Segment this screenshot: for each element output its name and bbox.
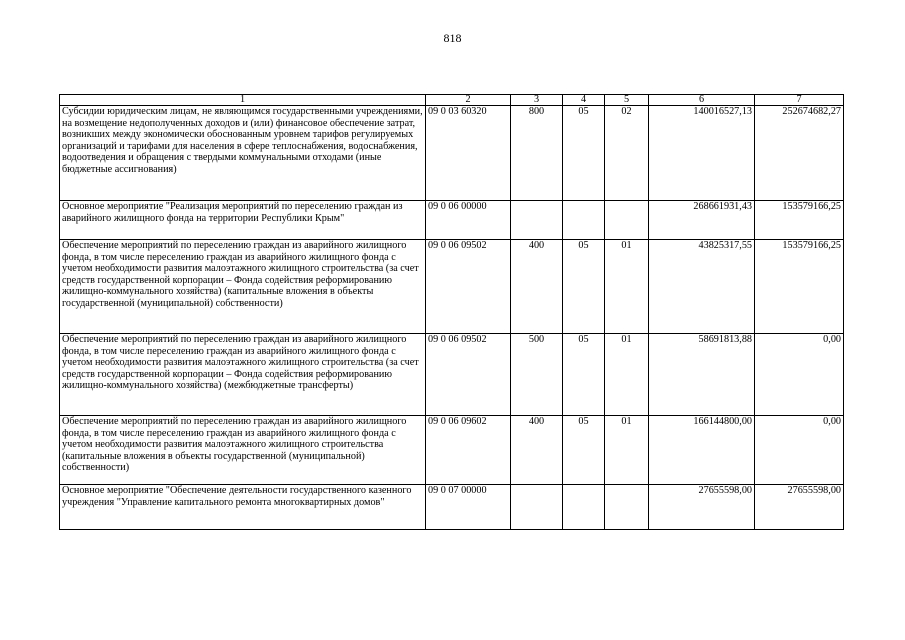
- row-amount-2: 153579166,25: [755, 201, 844, 240]
- page-number: 818: [443, 31, 462, 45]
- row-section: 05: [563, 334, 605, 416]
- column-header: 7: [755, 95, 844, 106]
- row-description: Основное мероприятие "Обеспечение деятельности государственного казенного учреждения "Управление капитального ремонта многоквартирных домов": [60, 485, 426, 530]
- column-header: 5: [605, 95, 649, 106]
- row-description: Основное мероприятие "Реализация мероприятий по переселению граждан из аварийного жилищного фонда на территории Республики Крым": [60, 201, 426, 240]
- table-row: [60, 485, 844, 530]
- row-amount-2: 153579166,25: [755, 240, 844, 334]
- column-header: 6: [649, 95, 755, 106]
- row-code: 09 0 06 09502: [426, 334, 511, 416]
- row-amount-2: 27655598,00: [755, 485, 844, 530]
- header-row: [60, 95, 844, 106]
- row-code: 09 0 07 00000: [426, 485, 511, 530]
- row-code: 09 0 06 00000: [426, 201, 511, 240]
- row-section: [563, 485, 605, 530]
- table-row: [60, 240, 844, 334]
- row-description: Обеспечение мероприятий по переселению граждан из аварийного жилищного фонда, в том числе переселению граждан из аварийного жилищного фонда с учетом необходимости развития малоэтажного жилищного строительства (за счет средств государственной корпорации – Фонда содействия реформированию жилищно-коммунального хозяйства) (капитальные вложения в объекты государственной (муниципальной) собственности): [60, 240, 426, 334]
- row-description: Обеспечение мероприятий по переселению граждан из аварийного жилищного фонда, в том числе переселению граждан из аварийного жилищного фонда с учетом необходимости развития малоэтажного жилищного строительства (за счет средств государственной корпорации – Фонда содействия реформированию жилищно-коммунального хозяйства) (межбюджетные трансферты): [60, 334, 426, 416]
- row-amount-2: 252674682,27: [755, 106, 844, 201]
- table-row: [60, 334, 844, 416]
- row-subsection: 01: [605, 334, 649, 416]
- table-row: [60, 201, 844, 240]
- row-amount-1: 140016527,13: [649, 106, 755, 201]
- row-expense-type: [511, 201, 563, 240]
- row-section: 05: [563, 416, 605, 485]
- row-subsection: 02: [605, 106, 649, 201]
- row-amount-1: 43825317,55: [649, 240, 755, 334]
- column-header: 4: [563, 95, 605, 106]
- row-expense-type: 500: [511, 334, 563, 416]
- row-description: Субсидии юридическим лицам, не являющимся государственными учреждениями, на возмещение недополученных доходов и (или) финансовое обеспечение затрат, возникших между экономически обоснованным уровнем тарифов регулируемых организаций и тарифами для населения в сфере теплоснабжения, водоснабжения, водоотведения и обращения с твердыми коммунальными отходами (иные бюджетные ассигнования): [60, 106, 426, 201]
- row-subsection: [605, 485, 649, 530]
- row-code: 09 0 03 60320: [426, 106, 511, 201]
- row-description: Обеспечение мероприятий по переселению граждан из аварийного жилищного фонда, в том числе переселению граждан из аварийного жилищного фонда с учетом необходимости развития малоэтажного жилищного строительства (капитальные вложения в объекты государственной (муниципальной) собственности): [60, 416, 426, 485]
- row-code: 09 0 06 09502: [426, 240, 511, 334]
- column-header: 3: [511, 95, 563, 106]
- row-code: 09 0 06 09602: [426, 416, 511, 485]
- row-amount-1: 268661931,43: [649, 201, 755, 240]
- row-amount-1: 58691813,88: [649, 334, 755, 416]
- row-subsection: 01: [605, 416, 649, 485]
- row-expense-type: 400: [511, 416, 563, 485]
- row-amount-1: 27655598,00: [649, 485, 755, 530]
- row-section: 05: [563, 240, 605, 334]
- row-section: 05: [563, 106, 605, 201]
- row-expense-type: 800: [511, 106, 563, 201]
- column-header: 1: [60, 95, 426, 106]
- budget-table: [59, 94, 844, 530]
- row-expense-type: [511, 485, 563, 530]
- row-expense-type: 400: [511, 240, 563, 334]
- table-row: [60, 106, 844, 201]
- row-subsection: 01: [605, 240, 649, 334]
- row-amount-1: 166144800,00: [649, 416, 755, 485]
- row-amount-2: 0,00: [755, 334, 844, 416]
- row-subsection: [605, 201, 649, 240]
- column-header: 2: [426, 95, 511, 106]
- row-section: [563, 201, 605, 240]
- table-row: [60, 416, 844, 485]
- row-amount-2: 0,00: [755, 416, 844, 485]
